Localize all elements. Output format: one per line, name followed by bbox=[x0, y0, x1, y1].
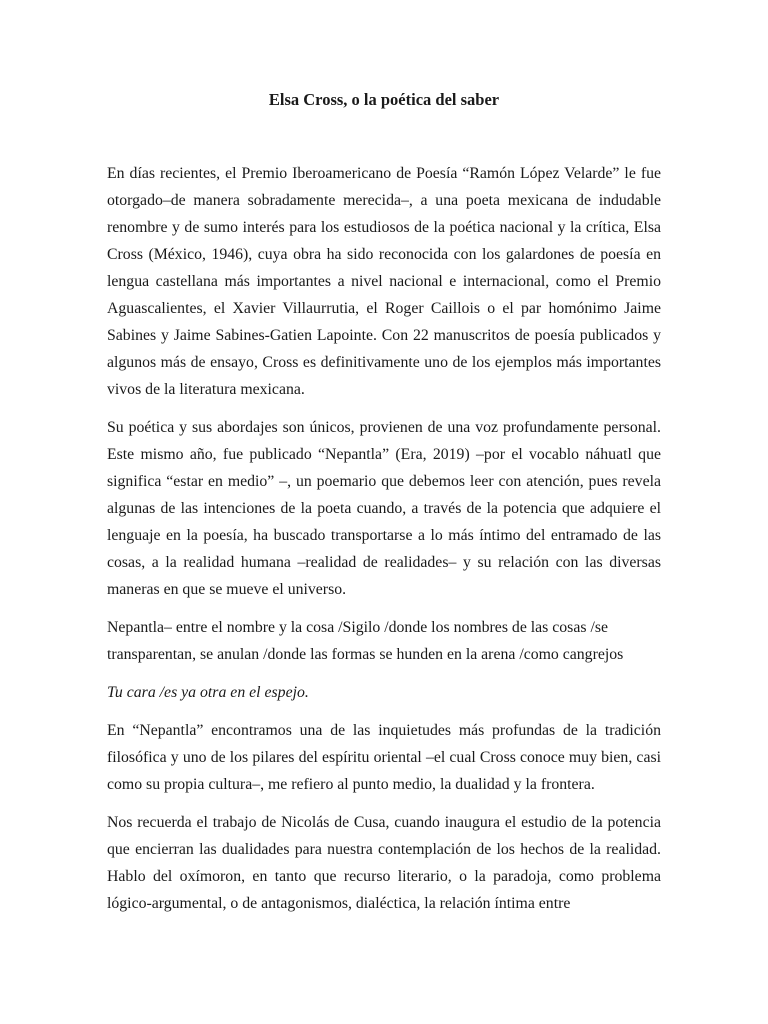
paragraph-poetics: Su poética y sus abordajes son únicos, provienen de una voz profundamente personal. Este mismo año, fue publicado “Nepantla” (Era, 2019) –por el vocablo náhuatl que significa “estar en medio” –, un poemario que debemos leer con atención, pues revela algunas de las intenciones de la poeta cuando, a través de la potencia que adquiere el lenguaje en la poesía, ha buscado transportarse a lo más íntimo del entramado de las cosas, a la realidad humana –realidad de realidades– y su relación con las diversas maneras en que se mueve el universo. bbox=[107, 419, 661, 598]
paragraph-nepantla: En “Nepantla” encontramos una de las inquietudes más profundas de la tradición filosófica y uno de los pilares del espíritu oriental –el cual Cross conoce muy bien, casi como su propia cultura–, me refiero al punto medio, la dualidad y la frontera. bbox=[107, 722, 661, 793]
paragraph-cusa: Nos recuerda el trabajo de Nicolás de Cusa, cuando inaugura el estudio de la potencia que encierran las dualidades para nuestra contemplación de los hechos de la realidad. Hablo del oxímoron, en tanto que recurso literario, o la paradoja, como problema lógico-argumental, o de antagonismos, dialéctica, la relación íntima entre bbox=[107, 814, 661, 912]
document-title: Elsa Cross, o la poética del saber bbox=[268, 90, 500, 109]
poem-excerpt: Nepantla– entre el nombre y la cosa /Sigilo /donde los nombres de las cosas /se transparentan, se anulan /donde las formas se hunden en la arena /como cangrejos bbox=[107, 619, 624, 663]
document-body bbox=[107, 160, 661, 928]
paragraph-intro: En días recientes, el Premio Iberoamericano de Poesía “Ramón López Velarde” le fue otorgado–de manera sobradamente merecida–, a una poeta mexicana de indudable renombre y de sumo interés para los estudiosos de la poética nacional y la crítica, Elsa Cross (México, 1946), cuya obra ha sido reconocida con los galardones de poesía en lengua castellana más importantes a nivel nacional e internacional, como el Premio Aguascalientes, el Xavier Villaurrutia, el Roger Caillois o el par homónimo Jaime Sabines y Jaime Sabines-Gatien Lapointe. Con 22 manuscritos de poesía publicados y algunos más de ensayo, Cross es definitivamente uno de los ejemplos más importantes vivos de la literatura mexicana. bbox=[107, 165, 661, 398]
poem-excerpt-italic: Tu cara /es ya otra en el espejo. bbox=[107, 684, 309, 701]
